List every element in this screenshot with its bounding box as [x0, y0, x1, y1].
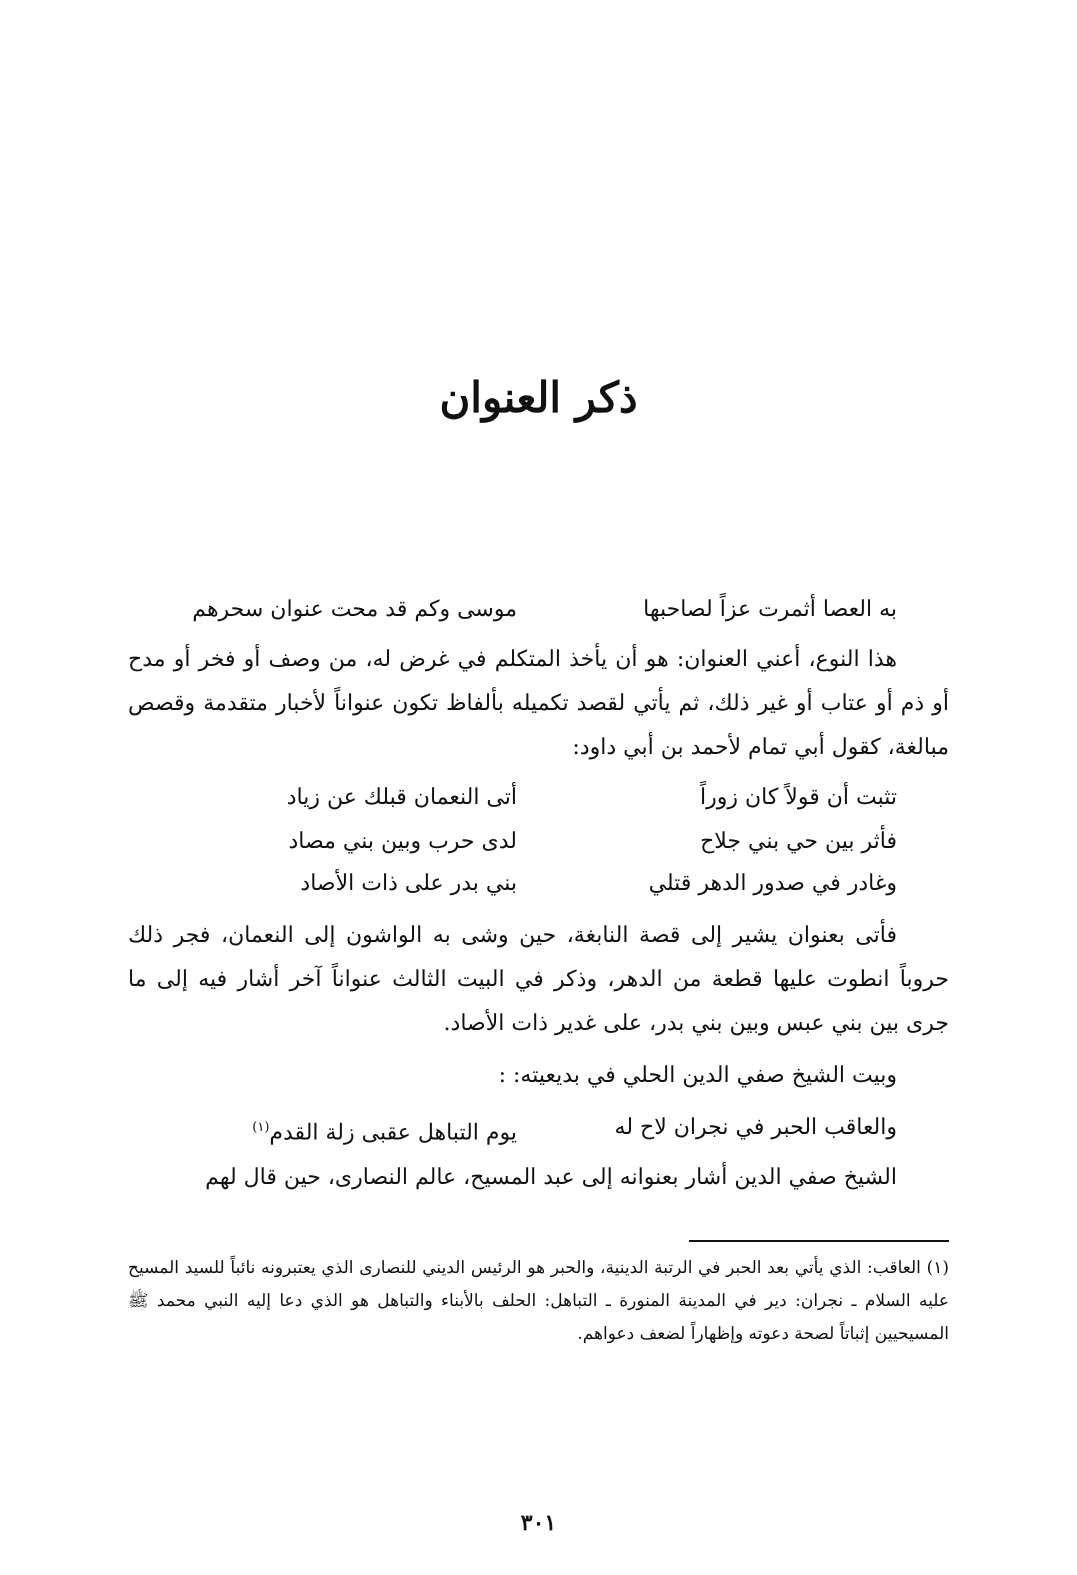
footnote: (١) العاقب: الذي يأتي بعد الحبر في الرتبة الدينية، والحبر هو الرئيس الديني للنصارى الذي يعتبرونه نائباً للسيد المسيح عليه السلام ـ نجران: دير في المدينة المنورة ـ التباهل: الحلف بالأبناء والتباهل هو الذي دعا إليه النبي محمد ﷺ المسيحيين إثباتاً لصحة دعوته وإظهاراً لضعف دعواهم. — [128, 1258, 949, 1344]
verse-hemistich-second: أتى النعمان قبلك عن زياد — [286, 785, 517, 810]
verse-hemistich-second: موسى وكم قد محت عنوان سحرهم — [192, 597, 517, 622]
verse-hemistich-second: لدى حرب وبين بني مصاد — [288, 829, 517, 854]
poem-line-3 — [177, 862, 897, 906]
page-number: ٣٠١ — [520, 1510, 557, 1536]
footnote-reference: (١) — [252, 1120, 270, 1135]
footnote-divider — [689, 1240, 949, 1242]
chapter-title: ذكر العنوان — [439, 373, 638, 422]
verse-hemistich-first: وغادر في صدور الدهر قتلي — [648, 871, 897, 896]
paragraph-safi-explanation: الشيخ صفي الدين أشار بعنوانه إلى عبد المسيح، عالم النصارى، حين قال لهم — [205, 1165, 897, 1190]
verse-hemistich-second — [177, 1106, 517, 1155]
verse-hemistich-first: والعاقب الحبر في نجران لاح له — [614, 1115, 897, 1140]
verse-hemistich-first: تثبت أن قولاً كان زوراً — [700, 785, 897, 810]
verse-text: يوم التباهل عقبى زلة القدم — [269, 1120, 517, 1146]
paragraph-definition: هذا النوع، أعني العنوان: هو أن يأخذ المتكلم في غرض له، من وصف أو فخر أو مدح أو ذم أو عتاب أو غير ذلك، ثم يأتي لقصد تكميله بألفاظ تكون عنواناً لأخبار متقدمة وقصص مبالغة، كقول أبي تمام لأحمد بن أبي داود: — [128, 647, 949, 760]
verse-intro — [177, 588, 897, 632]
verse-hemistich-first: فأثر بين حي بني جلاح — [700, 829, 897, 854]
paragraph-safi-intro: وبيت الشيخ صفي الدين الحلي في بديعيته: : — [498, 1063, 897, 1088]
poem-line-2 — [177, 820, 897, 864]
poem-line-1 — [177, 776, 897, 820]
verse-hemistich-first: به العصا أثمرت عزاً لصاحبها — [643, 597, 897, 622]
paragraph-explanation: فأتى بعنوان يشير إلى قصة النابغة، حين وشى به الواشون إلى النعمان، فجر ذلك حروباً انطوت عليها قطعة من الدهر، وذكر في البيت الثالث عنواناً آخر أشار فيه إلى ما جرى بين بني عبس وبين بني بدر، على غدير ذات الأصاد. — [128, 923, 949, 1036]
verse-safi — [177, 1106, 897, 1150]
verse-hemistich-second: بني بدر على ذات الأصاد — [300, 871, 517, 896]
